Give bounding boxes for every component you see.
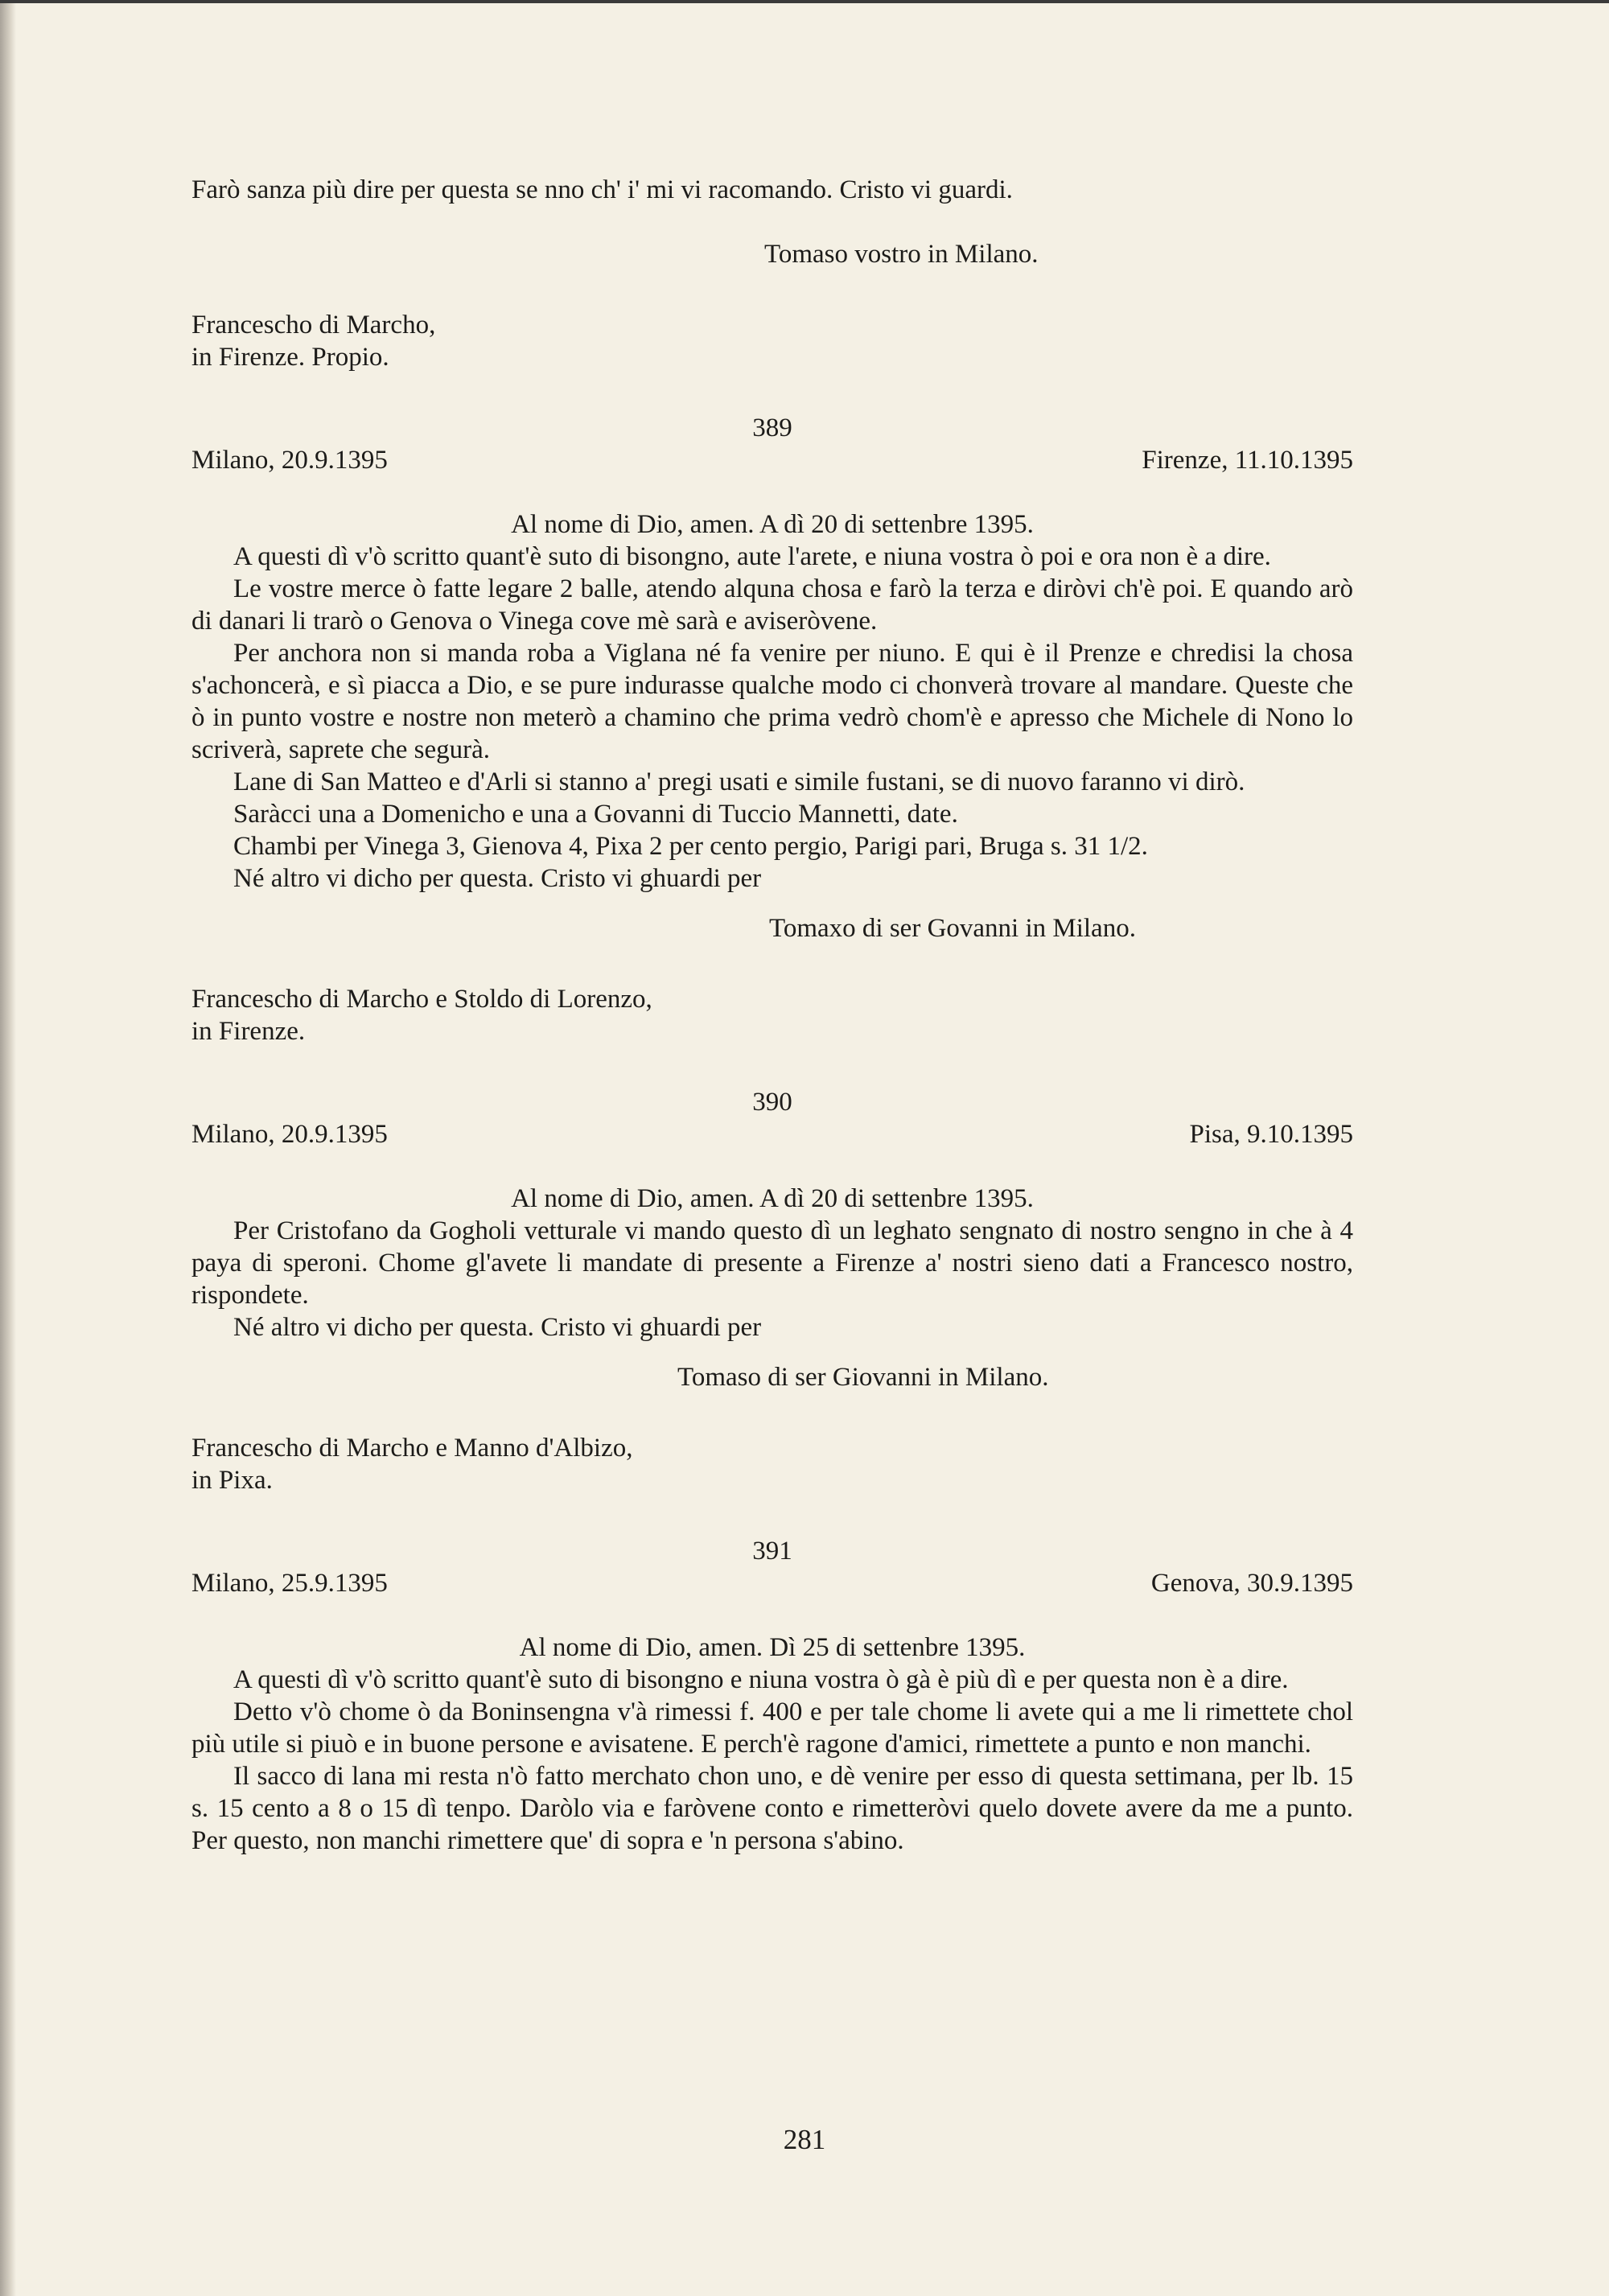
letter-390-paragraph: Per Cristofano da Gogholi vetturale vi mando questo dì un leghato sengnato di nostro sengno in che à 4 paya di speroni. Chome gl'avete li mandate di presente a Firenze a' nostri sieno dati a Francesco nostro, rispondete. <box>191 1216 1353 1310</box>
letter-390-number: 390 <box>752 1088 792 1117</box>
letter-390-signature: Tomaso di ser Giovanni in Milano. <box>677 1363 1049 1392</box>
letter-389-heading: Al nome di Dio, amen. A dì 20 di settenbre 1395. <box>511 510 1034 539</box>
intro-address-line-2: in Firenze. Propio. <box>191 343 389 372</box>
letter-391-number: 391 <box>752 1537 792 1566</box>
page-top-edge <box>0 0 1609 3</box>
letter-391-places <box>191 1567 1353 1599</box>
letter-389-paragraph: Per anchora non si manda roba a Viglana né fa venire per niuno. E qui è il Prenze e chredisi la chosa s'achoncerà, e sì piacca a Dio, e se pure indurasse qualche modo ci chonverà trovare al mandare. Queste che ò in punto vostre e nostre non meterò a chamino che prima vedrò chom'è e apresso che Michele di Nono lo scriverà, saprete che segurà. <box>191 639 1353 764</box>
letter-389-paragraph: Né altro vi dicho per questa. Cristo vi ghuardi per <box>233 864 762 893</box>
letter-391-heading: Al nome di Dio, amen. Dì 25 di settenbre 1395. <box>519 1633 1026 1662</box>
letter-390-address-line-2: in Pixa. <box>191 1466 273 1495</box>
letter-391-paragraph: Detto v'ò chome ò da Boninsengna v'à rimessi f. 400 e per tale chome li avete qui a me li rimettete chol più utile si piuò e in buone persone e avisatene. E perch'è ragone d'amici, rimettete a punto e non manchi. <box>191 1697 1353 1759</box>
letter-389-paragraph: Chambi per Vinega 3, Gienova 4, Pixa 2 per cento pergio, Parigi pari, Bruga s. 31 1/2. <box>233 832 1148 861</box>
page-number: 281 <box>783 2124 826 2155</box>
letter-390-places <box>191 1118 1353 1150</box>
letter-389-signature: Tomaxo di ser Govanni in Milano. <box>769 914 1136 943</box>
document-page <box>191 174 1353 1857</box>
book-binding-shadow <box>0 0 16 2296</box>
letter-389-paragraph: Le vostre merce ò fatte legare 2 balle, atendo alquna chosa e farò la terza e diròvi ch'è poi. E quando arò di danari li trarò o Genova o Vinega cove mè sarà e aviseròvene. <box>191 574 1353 636</box>
letter-389-destination: Firenze, 11.10.1395 <box>1142 446 1353 475</box>
letter-391-paragraph: Il sacco di lana mi resta n'ò fatto merchato chon uno, e dè venire per esso di questa settimana, per lb. 15 s. 15 cento a 8 o 15 dì tenpo. Daròlo via e faròvene conto e rimetteròvi quelo dovete avere da me a punto. Per questo, non manchi rimettere que' di sopra e 'n persona s'abino. <box>191 1762 1353 1855</box>
letter-389-address-line-1: Francescho di Marcho e Stoldo di Lorenzo, <box>191 985 652 1014</box>
letter-389-address-line-2: in Firenze. <box>191 1017 306 1046</box>
letter-390-paragraph: Né altro vi dicho per questa. Cristo vi ghuardi per <box>233 1313 762 1342</box>
letter-390-origin: Milano, 20.9.1395 <box>191 1120 388 1149</box>
letter-390-heading: Al nome di Dio, amen. A dì 20 di settenbre 1395. <box>511 1184 1034 1213</box>
letter-390-destination: Pisa, 9.10.1395 <box>1189 1120 1353 1149</box>
letter-389-places <box>191 444 1353 476</box>
letter-389-origin: Milano, 20.9.1395 <box>191 446 388 475</box>
letter-389-paragraph: A questi dì v'ò scritto quant'è suto di bisongno, aute l'arete, e niuna vostra ò poi e ora non è a dire. <box>233 542 1271 571</box>
letter-389-paragraph: Lane di San Matteo e d'Arli si stanno a' pregi usati e simile fustani, se di nuovo faranno vi dirò. <box>233 767 1245 796</box>
letter-391-destination: Genova, 30.9.1395 <box>1150 1569 1353 1598</box>
intro-address-line-1: Francescho di Marcho, <box>191 311 436 339</box>
letter-391-paragraph: A questi dì v'ò scritto quant'è suto di bisongno e niuna vostra ò gà è più dì e per questa non è a dire. <box>233 1665 1289 1694</box>
letter-389-paragraph: Saràcci una a Domenicho e una a Govanni di Tuccio Mannetti, date. <box>233 800 958 829</box>
letter-390-address-line-1: Francescho di Marcho e Manno d'Albizo, <box>191 1434 633 1463</box>
letter-391-origin: Milano, 25.9.1395 <box>191 1569 388 1598</box>
intro-signature: Tomaso vostro in Milano. <box>764 240 1039 269</box>
intro-closing-line: Farò sanza più dire per questa se nno ch' i' mi vi racomando. Cristo vi guardi. <box>191 175 1013 204</box>
letter-389-number: 389 <box>752 414 792 442</box>
